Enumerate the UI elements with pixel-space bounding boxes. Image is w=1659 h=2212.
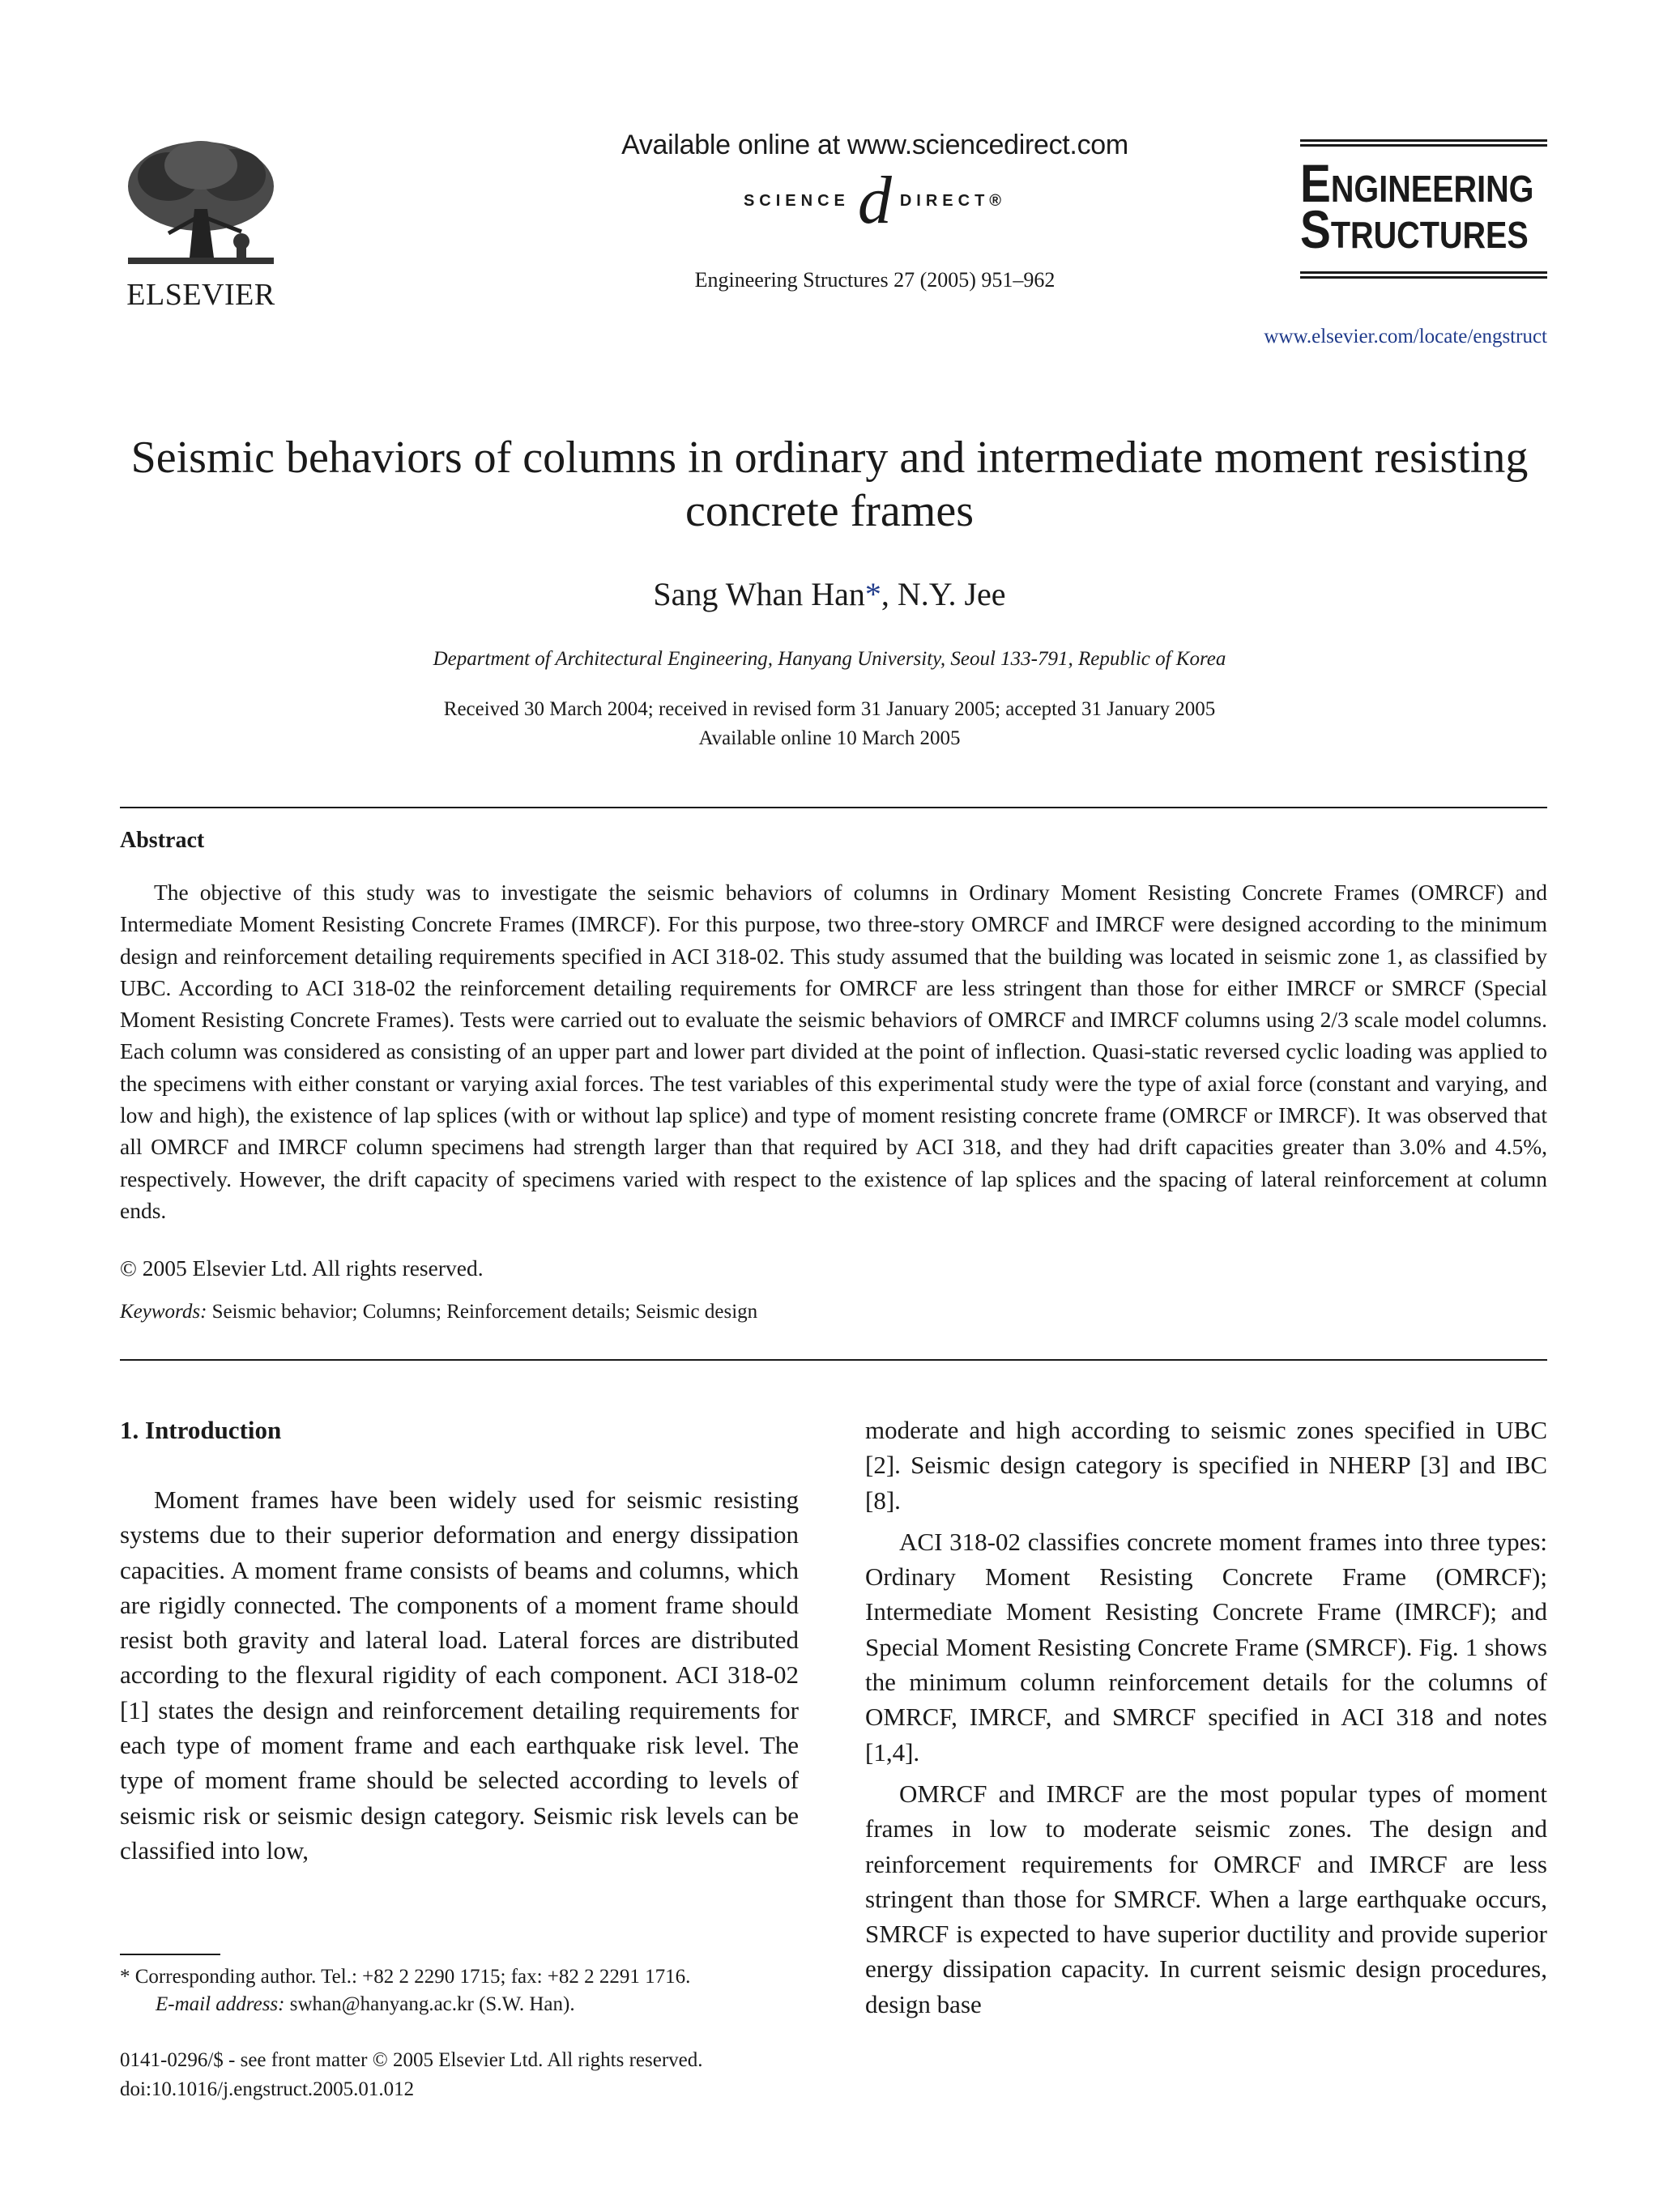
article-title: Seismic behaviors of columns in ordinary and intermediate moment resisting concrete frames (130, 433, 1529, 536)
logo-bottom-rule-2 (1300, 276, 1547, 279)
doi-line[interactable]: doi:10.1016/j.engstruct.2005.01.012 (120, 2078, 415, 2100)
affiliation: Department of Architectural Engineering, Hanyang University, Seoul 133-791, Republic of Korea (433, 648, 1226, 670)
sciencedirect-header (454, 130, 1296, 292)
coauthor-name: , N.Y. Jee (881, 576, 1006, 612)
author-line (130, 575, 1529, 613)
email-address[interactable]: swhan@hanyang.ac.kr (S.W. Han). (284, 1993, 575, 2015)
sd-right-word: DIRECT® (899, 191, 1007, 210)
right-paragraph-1: moderate and high according to seismic zones specified in UBC [2]. Seismic design category is specified in NHERP [3] and IBC [8]. (865, 1416, 1547, 1515)
sciencedirect-d-icon: d (857, 163, 892, 238)
abstract-copyright: © 2005 Elsevier Ltd. All rights reserved. (120, 1255, 484, 1281)
email-label: E-mail address: (156, 1993, 285, 2015)
abstract-text: The objective of this study was to investigate the seismic behaviors of columns in Ordinary Moment Resisting Concrete Frames (OMRCF) and Intermediate Moment Resisting Concrete Frames (IMRCF). For this purpose, two three-story OMRCF and IMRCF were designed according to the minimum design and reinforcement detailing requirements specified in ACI 318-02. This study assumed that the building was located in seismic zone 1, as classified by UBC. According to ACI 318-02 the reinforcement detailing requirements for OMRCF are less stringent than those for either IMRCF or SMRCF (Special Moment Resisting Concrete Frames). Tests were carried out to evaluate the seismic behaviors of OMRCF and IMRCF columns using 2/3 scale model columns. Each column was considered as consisting of an upper part and lower part divided at the point of inflection. Quasi-static reversed cyclic loading was applied to the specimens with either constant or varying axial forces. The test variables of this experimental study were the type of axial force (constant and varying, and low and high), the existence of lap splices (with or without lap splice) and type of moment resisting concrete frame (OMRCF or IMRCF). It was observed that all OMRCF and IMRCF column specimens had strength larger than that required by ACI 318, and they had drift capacities greater than 3.0% and 4.5%, respectively. However, the drift capacity of specimens varied with respect to the existence of lap splices and the spacing of lateral reinforcement at column ends. (120, 880, 1547, 1223)
front-matter (120, 2046, 808, 2104)
divider-top (120, 807, 1547, 808)
author-name: Sang Whan Han (653, 576, 865, 612)
right-paragraph-3: OMRCF and IMRCF are the most popular types of moment frames in low to moderate seismic zones. The design and reinforcement requirements for OMRCF and IMRCF are less stringent than those for SMRCF. When a large earthquake occurs, SMRCF is expected to have superior ductility and provide superior energy dissipation capacity. In current seismic design procedures, design base (865, 1779, 1547, 2018)
footnote-corresponding: * Corresponding author. Tel.: +82 2 2290 1715; fax: +82 2 2291 1716. (120, 1966, 691, 1988)
corresponding-author-link[interactable]: * (864, 576, 881, 612)
keywords-label: Keywords: (120, 1301, 207, 1323)
footnote-email (120, 1991, 808, 2018)
abstract-heading: Abstract (120, 828, 205, 853)
right-paragraph-2: ACI 318-02 classifies concrete moment frames into three types: Ordinary Moment Resisting Concrete Frame (OMRCF); Intermediate Moment Resisting Concrete Frame (IMRCF); and Special Moment Resisting Concrete Frame (SMRCF). Fig. 1 shows the minimum column reinforcement details for the columns of OMRCF, IMRCF, and SMRCF specified in ACI 318 and notes [1,4]. (865, 1527, 1547, 1767)
journal-url-link[interactable]: www.elsevier.com/locate/engstruct (1264, 326, 1547, 347)
logo-top-rule (1300, 139, 1547, 142)
divider-bottom (120, 1359, 1547, 1361)
section-heading-introduction: 1. Introduction (120, 1416, 282, 1444)
elsevier-tree-icon (120, 136, 282, 274)
logo-word-engineering: ENGINEERING (1300, 153, 1534, 213)
body-right-column (865, 1413, 1547, 2028)
elsevier-logo (120, 136, 282, 314)
logo-word-structures: STRUCTURES (1300, 199, 1529, 259)
sd-left-word: SCIENCE (743, 191, 850, 210)
received-dates: Received 30 March 2004; received in revised form 31 January 2005; accepted 31 January 2005 (443, 698, 1216, 720)
keywords (120, 1301, 757, 1323)
footnote (120, 1963, 808, 2018)
available-online-text[interactable]: Available online at www.sciencedirect.com (621, 130, 1128, 160)
footnote-rule (120, 1954, 220, 1955)
issn-line: 0141-0296/$ - see front matter © 2005 Elsevier Ltd. All rights reserved. (120, 2049, 703, 2071)
logo-top-rule-2 (1300, 144, 1547, 147)
body-left-column: Moment frames have been widely used for seismic resisting systems due to their superior deformation and energy dissipation capacities. A moment frame consists of beams and columns, which are rigidly connected. The components of a moment frame should resist both gravity and lateral load. Lateral forces are distributed according to the flexural rigidity of each component. ACI 318-02 [1] states the design and reinforcement detailing requirements for each type of moment frame and each earthquake risk level. The type of moment frame should be selected according to levels of seismic risk or seismic design category. Seismic risk levels can be classified into low, (120, 1485, 799, 1865)
journal-reference: Engineering Structures 27 (2005) 951–962 (694, 268, 1056, 292)
logo-bottom-rule (1300, 271, 1547, 274)
sciencedirect-logo (454, 163, 1296, 238)
journal-logo (1300, 139, 1547, 309)
article-dates (130, 695, 1529, 753)
online-date: Available online 10 March 2005 (698, 727, 961, 749)
publisher-name: ELSEVIER (126, 278, 275, 312)
keywords-list: Seismic behavior; Columns; Reinforcement details; Seismic design (211, 1301, 758, 1323)
